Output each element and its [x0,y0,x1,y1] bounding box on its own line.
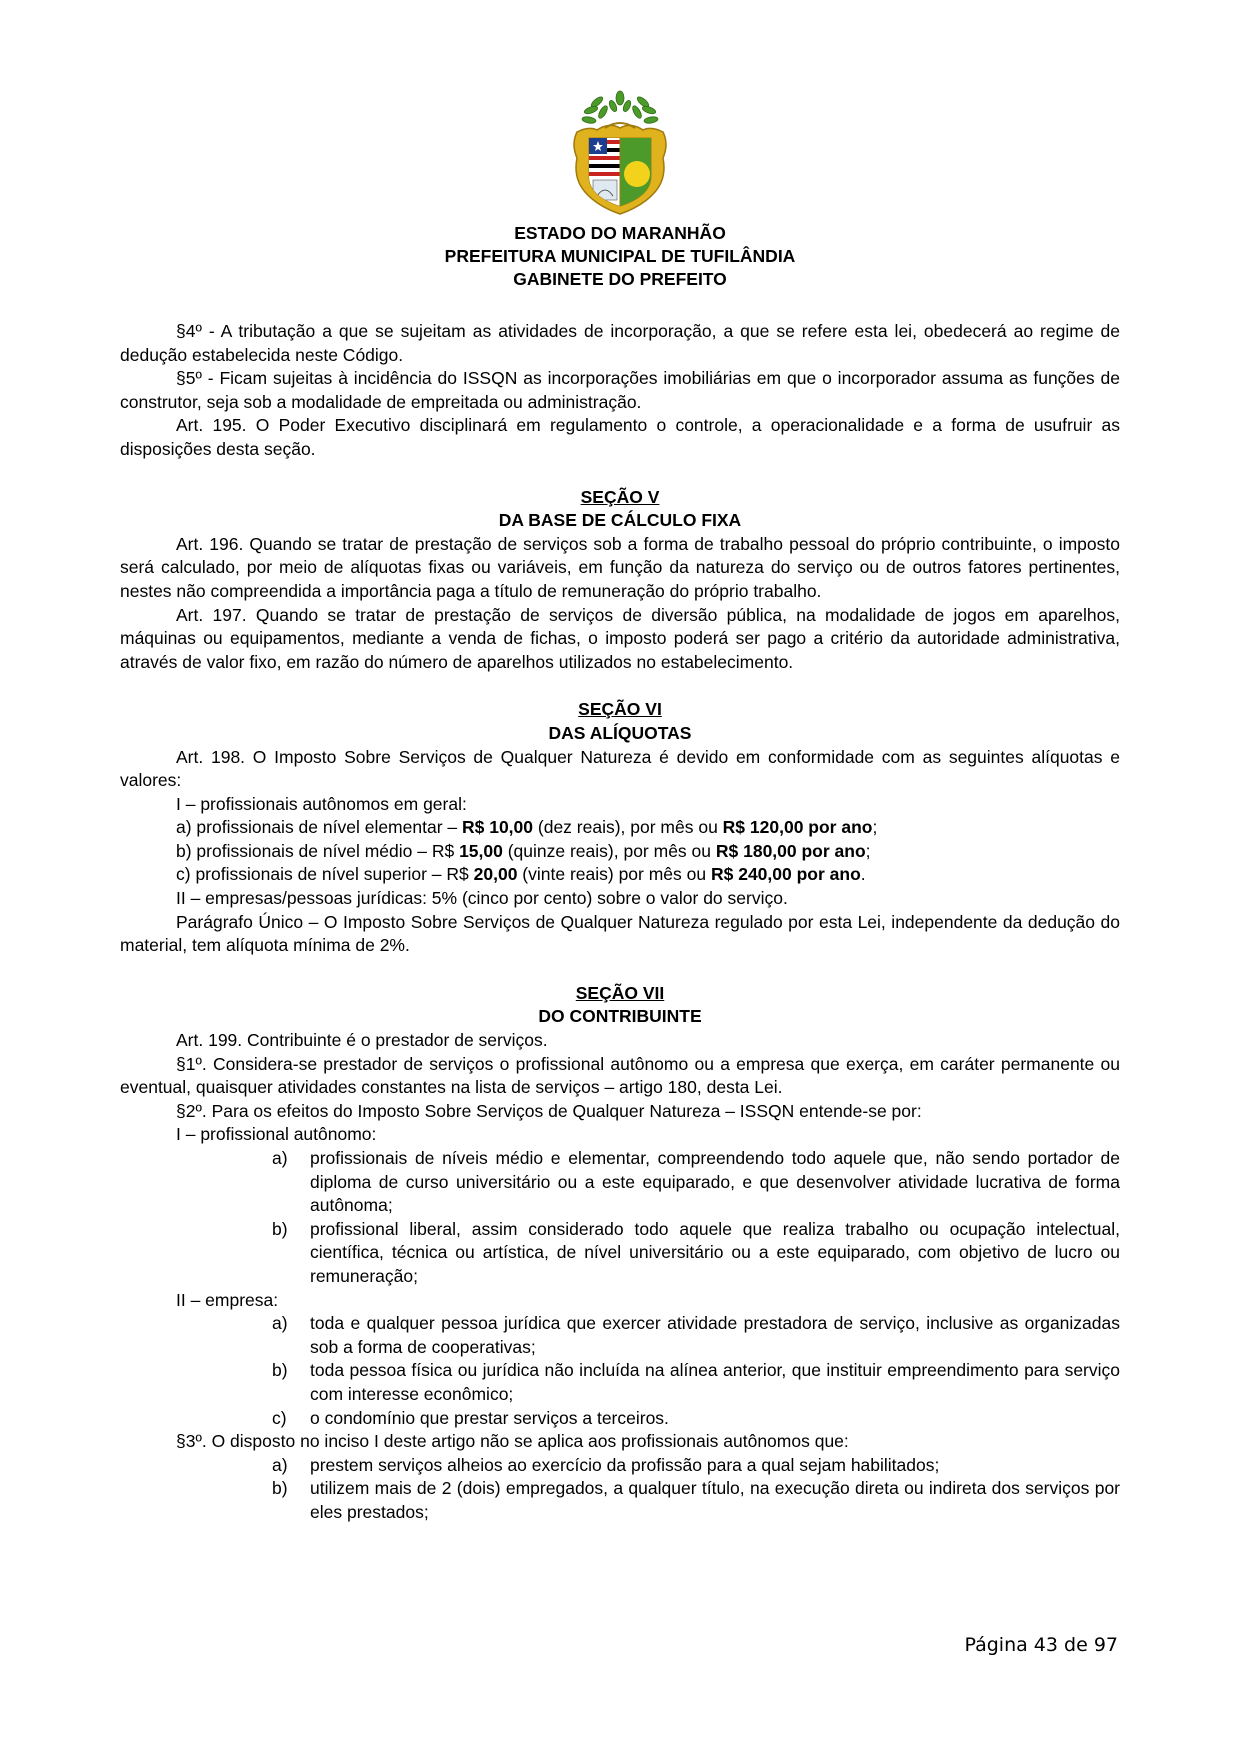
list-item: b) toda pessoa física ou jurídica não incluída na alínea anterior, que instituir empreendimento para serviço com interesse econômico; [272,1360,1120,1404]
paragraph-5: §5º - Ficam sujeitas à incidência do ISSQN as incorporações imobiliárias em que o incorporador assuma as funções de construtor, seja sob a modalidade de empreitada ou administração. [120,368,1120,412]
header-prefecture: PREFEITURA MUNICIPAL DE TUFILÂNDIA [444,246,796,266]
section-v-number: SEÇÃO V [580,486,660,507]
section-vii-number: SEÇÃO VII [575,982,665,1003]
article-199: Art. 199. Contribuinte é o prestador de serviços. [176,1030,548,1051]
document-header [120,222,1120,291]
header-state: ESTADO DO MARANHÃO [514,223,726,243]
article-197: Art. 197. Quando se tratar de prestação de serviços de diversão pública, na modalidade de jogos em aparelhos, máquinas ou equipamentos, mediante a venda de fichas, o imposto poderá ser pago a critério da autoridade administrativa, através de valor fixo, em razão do número de aparelhos utilizados no estabelecimento. [120,604,1120,672]
section-vi-number: SEÇÃO VI [578,699,662,720]
section-vi-title: DAS ALÍQUOTAS [548,722,692,743]
article-199-paragraph-1: §1º. Considera-se prestador de serviços o profissional autônomo ou a empresa que exerça, em caráter permanente ou eventual, quaisquer atividades constantes na lista de serviços – artigo 180, desta Lei. [120,1053,1120,1098]
article-198-item-b: b) profissionais de nível médio – R$ 15,00 (quinze reais), por mês ou R$ 180,00 por ano; [176,840,871,861]
article-198: Art. 198. O Imposto Sobre Serviços de Qualquer Natureza é devido em conformidade com as seguintes alíquotas e valores: [120,746,1120,791]
article-198-item-c: c) profissionais de nível superior – R$ 20,00 (vinte reais) por mês ou R$ 240,00 por ano. [176,864,866,885]
list-item: a) profissionais de níveis médio e elementar, compreendendo todo aquele que, não sendo portador de diploma de curso universitário ou a este equiparado, e que desenvolver atividade lucrativa de forma autônoma; [272,1148,1120,1216]
article-196: Art. 196. Quando se tratar de prestação de serviços sob a forma de trabalho pessoal do próprio contribuinte, o imposto será calculado, por meio de alíquotas fixas ou variáveis, em função da natureza do serviço ou de outros fatores pertinentes, nestes não compreendida a importância paga a título de remuneração do próprio trabalho. [120,533,1120,601]
article-198-sole-paragraph: Parágrafo Único – O Imposto Sobre Serviços de Qualquer Natureza regulado por esta Lei, independente da dedução do material, tem alíquota mínima de 2%. [120,911,1120,956]
article-198-item-i: I – profissionais autônomos em geral: [176,793,467,814]
list-item: a) toda e qualquer pessoa jurídica que exercer atividade prestadora de serviço, inclusive as organizadas sob a forma de cooperativas; [272,1313,1120,1357]
article-199-item-i: I – profissional autônomo: [176,1124,377,1145]
list-paragraph-3-subitems [120,1454,1120,1525]
section-vii-heading [120,982,1120,1029]
coat-of-arms-logo [567,88,673,218]
section-v-heading [120,486,1120,533]
paragraph-4: §4º - A tributação a que se sujeitam as atividades de incorporação, a que se refere esta lei, obedecerá ao regime de dedução estabelecida neste Código. [120,321,1120,365]
list-item: c) o condomínio que prestar serviços a terceiros. [272,1407,669,1428]
document-body [120,320,1120,1525]
section-vii-title: DO CONTRIBUINTE [538,1006,702,1027]
article-198-item-ii: II – empresas/pessoas jurídicas: 5% (cinco por cento) sobre o valor do serviço. [176,888,788,909]
article-199-paragraph-2: §2º. Para os efeitos do Imposto Sobre Serviços de Qualquer Natureza – ISSQN entende-se por: [176,1100,922,1121]
list-item-ii-subitems [120,1312,1120,1430]
section-v-title: DA BASE DE CÁLCULO FIXA [498,510,742,531]
article-198-item-a: a) profissionais de nível elementar – R$ 10,00 (dez reais), por mês ou R$ 120,00 por ano; [176,817,878,838]
list-item: b) profissional liberal, assim considerado todo aquele que realiza trabalho ou ocupação intelectual, científica, técnica ou artística, de nível universitário ou a este equiparado, com objetivo de lucro ou remuneração; [272,1218,1120,1286]
header-office: GABINETE DO PREFEITO [513,269,727,289]
article-195: Art. 195. O Poder Executivo disciplinará em regulamento o controle, a operacionalidade e a forma de usufruir as disposições desta seção. [120,415,1120,459]
article-199-paragraph-3: §3º. O disposto no inciso I deste artigo não se aplica aos profissionais autônomos que: [176,1431,849,1452]
section-vi-heading [120,698,1120,745]
list-item: b) utilizem mais de 2 (dois) empregados, a qualquer título, na execução direta ou indireta dos serviços por eles prestados; [272,1478,1120,1522]
page-number: Página 43 de 97 [964,1634,1118,1656]
list-item: a) prestem serviços alheios ao exercício da profissão para a qual sejam habilitados; [272,1454,940,1475]
article-199-item-ii: II – empresa: [176,1289,279,1310]
list-item-i-subitems [120,1147,1120,1289]
